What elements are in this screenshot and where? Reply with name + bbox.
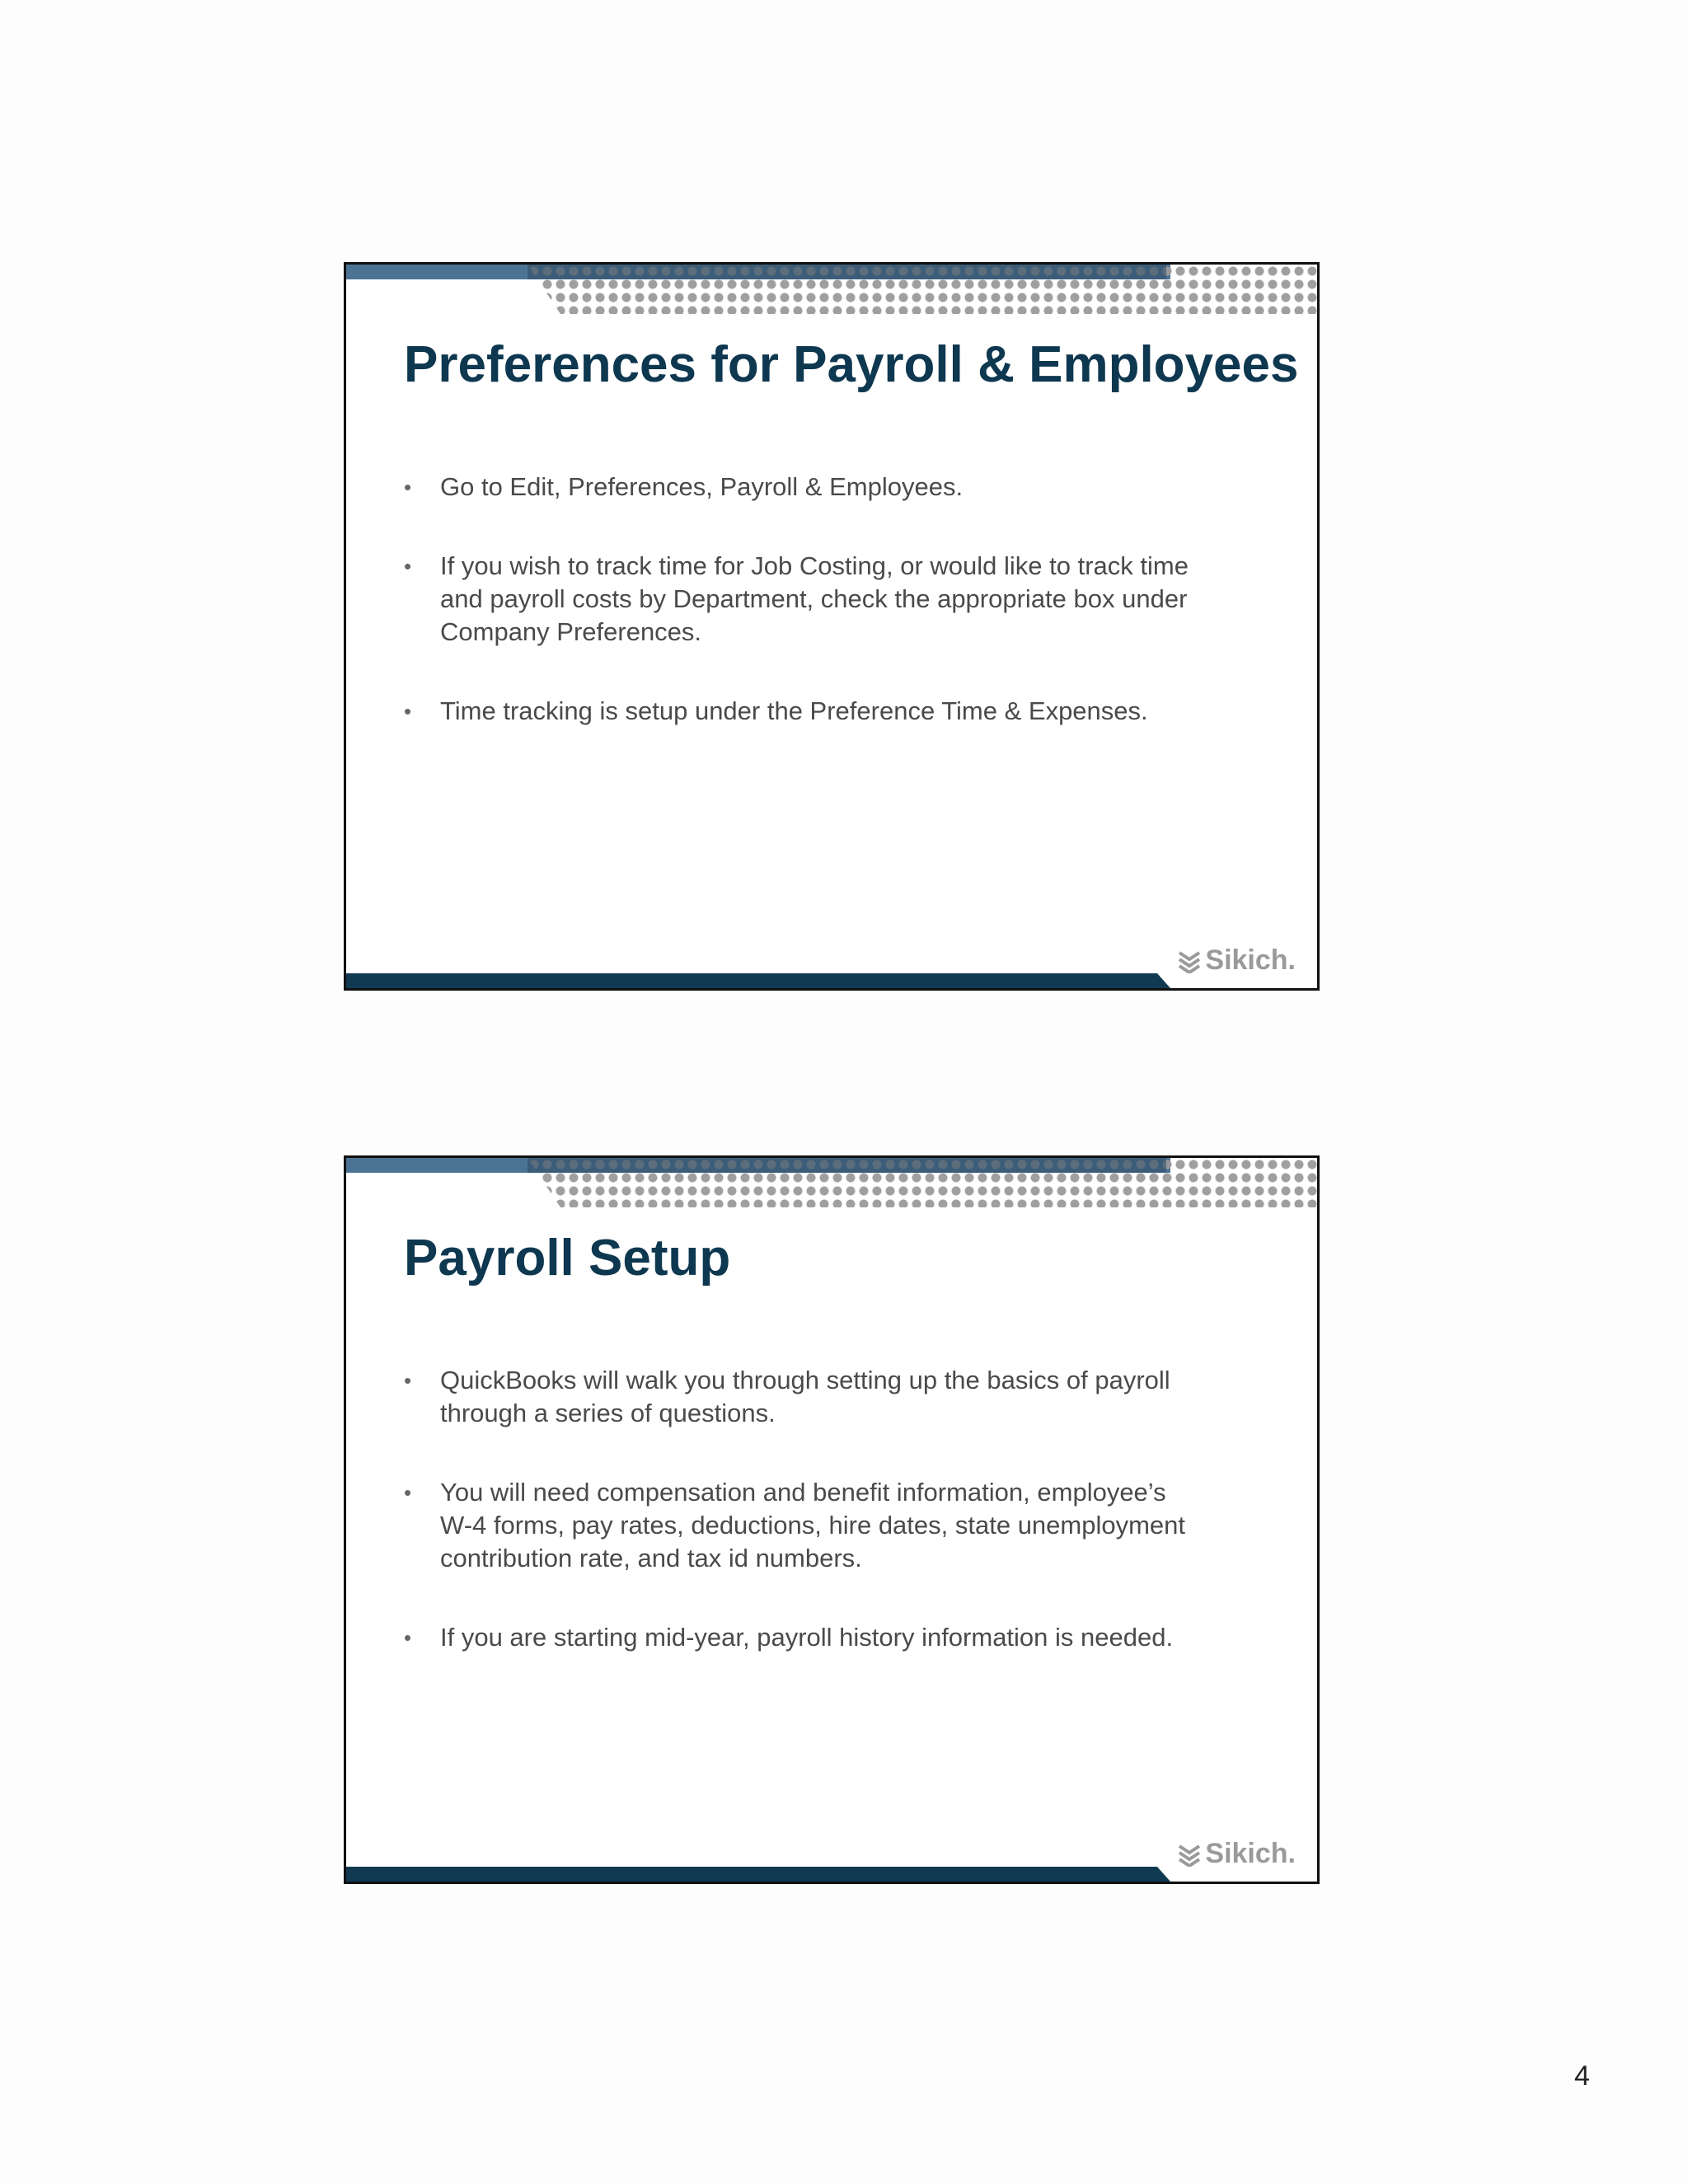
slide-payroll-setup bbox=[344, 1155, 1320, 1884]
slide-title: Preferences for Payroll & Employees bbox=[404, 336, 1299, 393]
sikich-logo bbox=[1177, 1838, 1296, 1870]
bullet-item: • If you wish to track time for Job Costing, or would like to track time and payroll costs by Department, check the appropriate box under Company Preferences. bbox=[404, 550, 1253, 649]
logo-text: Sikich. bbox=[1205, 944, 1296, 976]
bullet-item: • Time tracking is setup under the Preference Time & Expenses. bbox=[404, 695, 1253, 728]
logo-text: Sikich. bbox=[1205, 1838, 1296, 1869]
bullet-item: • You will need compensation and benefit information, employee’s W-4 forms, pay rates, deductions, hire dates, state unemployment contribution rate, and tax id numbers. bbox=[404, 1476, 1253, 1575]
sikich-chevron-icon bbox=[1177, 1842, 1202, 1867]
bullet-list bbox=[404, 1364, 1253, 1700]
slide-footer-bar bbox=[346, 973, 1170, 988]
slide-title: Payroll Setup bbox=[404, 1230, 731, 1286]
bullet-item: • Go to Edit, Preferences, Payroll & Employees. bbox=[404, 471, 1253, 504]
bullet-item: • If you are starting mid-year, payroll history information is needed. bbox=[404, 1621, 1253, 1654]
slide-footer-bar bbox=[346, 1867, 1170, 1882]
page-number: 4 bbox=[1574, 2060, 1590, 2092]
sikich-logo bbox=[1177, 944, 1296, 977]
sikich-chevron-icon bbox=[1177, 949, 1202, 973]
bullet-item: • QuickBooks will walk you through setting up the basics of payroll through a series of questions. bbox=[404, 1364, 1253, 1430]
bullet-list bbox=[404, 471, 1253, 774]
slide-preferences-payroll bbox=[344, 262, 1320, 991]
dot-pattern-shade bbox=[528, 1158, 1166, 1173]
dot-pattern-shade bbox=[528, 265, 1166, 279]
